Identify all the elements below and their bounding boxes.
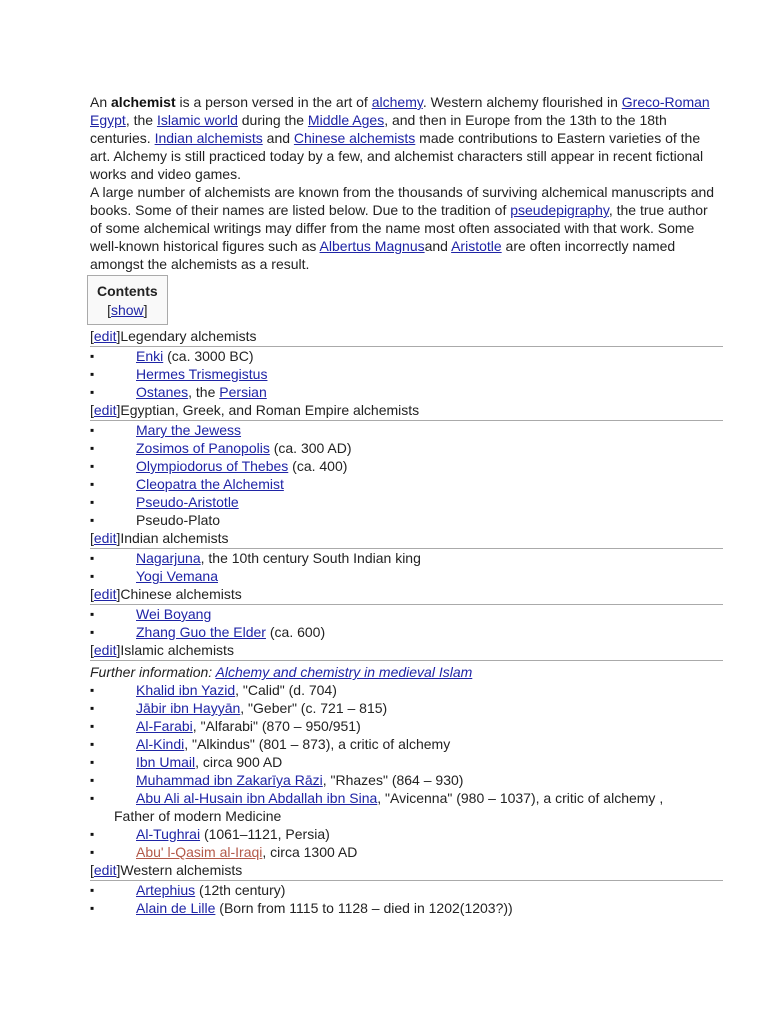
link-islamic-world[interactable]: Islamic world: [156, 112, 238, 128]
list-item: ▪ Cleopatra the Alchemist: [90, 475, 723, 493]
further-information: Further information: Alchemy and chemistry in medieval Islam: [90, 664, 473, 680]
section-heading-legendary: [edit]Legendary alchemists: [90, 327, 723, 347]
article-body: [90, 93, 723, 917]
list-item: ▪ Hermes Trismegistus: [90, 365, 723, 383]
list-western: [90, 881, 723, 917]
link-chinese-alchemists[interactable]: Chinese alchemists: [293, 130, 416, 146]
table-of-contents: [87, 275, 168, 325]
list-legendary: [90, 347, 723, 401]
list-item: ▪ Pseudo-Aristotle: [90, 493, 723, 511]
toc-show-link[interactable]: show: [110, 302, 144, 318]
edit-link[interactable]: edit: [93, 402, 117, 418]
list-item: ▪ Al-Tughrai (1061–1121, Persia): [90, 825, 723, 843]
list-item: ▪ Wei Boyang: [90, 605, 723, 623]
list-item: ▪ Alain de Lille (Born from 1115 to 1128 – died in 1202(1203?)): [90, 899, 723, 917]
link-pseudepigraphy[interactable]: pseudepigraphy: [510, 202, 609, 218]
list-item: ▪ Khalid ibn Yazid, "Calid" (d. 704): [90, 681, 723, 699]
list-item: ▪ Mary the Jewess: [90, 421, 723, 439]
link-middle-ages[interactable]: Middle Ages: [307, 112, 385, 128]
intro-paragraph-2: A large number of alchemists are known from the thousands of surviving alchemical manuscripts and books. Some of their names are listed below. Due to the tradition of pseudepigraphy, the true author of some alchemical writings may differ from the name most often associated with that work. Some well-known historical figures such as Albertus Magnusand Aristotle are often incorrectly named amongst the alchemists as a result.: [90, 184, 715, 272]
list-item: ▪ Ostanes, the Persian: [90, 383, 723, 401]
toc-toggle: [show]: [107, 302, 148, 318]
list-item: ▪ Ibn Umail, circa 900 AD: [90, 753, 723, 771]
article-subject: alchemist: [111, 94, 176, 110]
link-alchemy-chemistry-medieval-islam[interactable]: Alchemy and chemistry in medieval Islam: [215, 664, 473, 680]
toc-title: Contents: [97, 283, 158, 299]
list-chinese: [90, 605, 723, 641]
list-item: ▪ Zhang Guo the Elder (ca. 600): [90, 623, 723, 641]
link-indian-alchemists[interactable]: Indian alchemists: [154, 130, 263, 146]
list-item: ▪ Artephius (12th century): [90, 881, 723, 899]
section-heading-egyptian: [edit]Egyptian, Greek, and Roman Empire alchemists: [90, 401, 723, 421]
section-heading-indian: [edit]Indian alchemists: [90, 529, 723, 549]
section-heading-western: [edit]Western alchemists: [90, 861, 723, 881]
list-item: ▪ Zosimos of Panopolis (ca. 300 AD): [90, 439, 723, 457]
list-item: ▪ Nagarjuna, the 10th century South Indian king: [90, 549, 723, 567]
list-egyptian: [90, 421, 723, 529]
list-item: ▪ Al-Farabi, "Alfarabi" (870 – 950/951): [90, 717, 723, 735]
edit-link[interactable]: edit: [93, 530, 117, 546]
list-item: ▪ Muhammad ibn Zakarīya Rāzi, "Rhazes" (864 – 930): [90, 771, 723, 789]
edit-link[interactable]: edit: [93, 642, 117, 658]
list-item: ▪ Jābir ibn Hayyān, "Geber" (c. 721 – 815): [90, 699, 723, 717]
link-alchemy[interactable]: alchemy: [371, 94, 423, 110]
redlink[interactable]: Abu' l-Qasim al-Iraqi: [136, 844, 263, 860]
intro-paragraph-1: An alchemist is a person versed in the art of alchemy. Western alchemy flourished in Greco-Roman Egypt, the Islamic world during the Middle Ages, and then in Europe from the 13th to the 18th centuries. Indian alchemists and Chinese alchemists made contributions to Eastern varieties of the art. Alchemy is still practiced today by a few, and alchemist characters still appear in recent fictional works and video games.: [90, 94, 710, 182]
list-item: ▪ Al-Kindi, "Alkindus" (801 – 873), a critic of alchemy: [90, 735, 723, 753]
section-heading-islamic: [edit]Islamic alchemists: [90, 641, 723, 661]
list-item: ▪ Pseudo-Plato: [90, 511, 723, 529]
list-indian: [90, 549, 723, 585]
list-item: ▪ Abu' l-Qasim al-Iraqi, circa 1300 AD: [90, 843, 723, 861]
link-aristotle[interactable]: Aristotle: [451, 238, 502, 254]
list-islamic: [90, 681, 723, 861]
edit-link[interactable]: edit: [93, 862, 117, 878]
list-item: ▪ Yogi Vemana: [90, 567, 723, 585]
link-albertus-magnus[interactable]: Albertus Magnus: [319, 238, 425, 254]
section-heading-chinese: [edit]Chinese alchemists: [90, 585, 723, 605]
list-item: ▪ Abu Ali al-Husain ibn Abdallah ibn Sina, "Avicenna" (980 – 1037), a critic of alchemy , Father of modern Medicine: [90, 789, 723, 825]
list-item: ▪ Enki (ca. 3000 BC): [90, 347, 723, 365]
edit-link[interactable]: edit: [93, 328, 117, 344]
link-greco-roman-egypt[interactable]: Greco-Roman Egypt: [90, 94, 710, 128]
edit-link[interactable]: edit: [93, 586, 117, 602]
list-item: ▪ Olympiodorus of Thebes (ca. 400): [90, 457, 723, 475]
